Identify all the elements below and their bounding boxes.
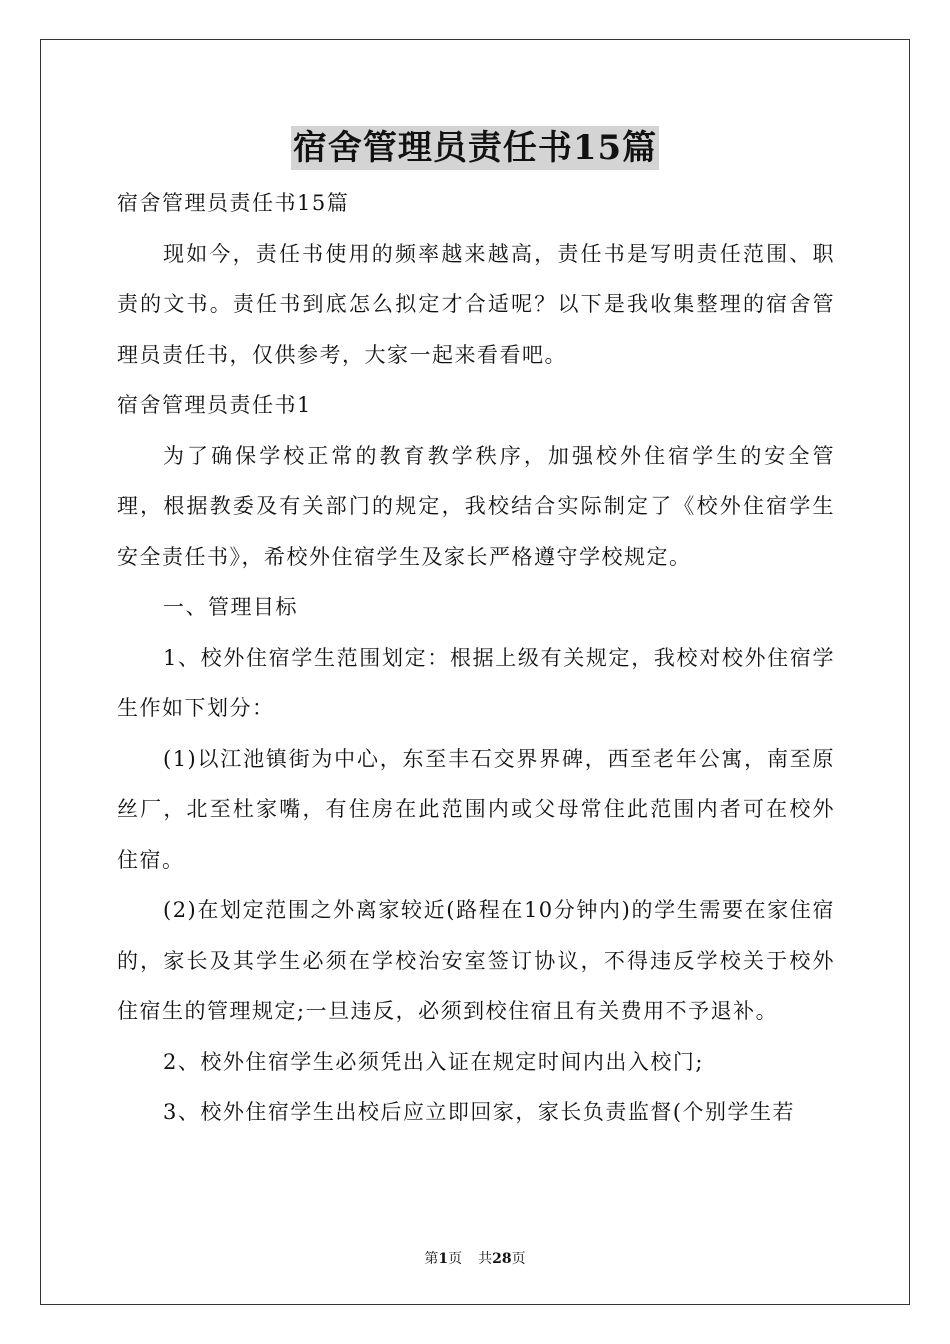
page-footer [0, 1248, 950, 1268]
paragraph: 现如今，责任书使用的频率越来越高，责任书是写明责任范围、职责的文书。责任书到底怎么拟定才合适呢？以下是我收集整理的宿舍管理员责任书，仅供参考，大家一起来看看吧。 [117, 241, 835, 367]
paragraph: 为了确保学校正常的教育教学秩序，加强校外住宿学生的安全管理，根据教委及有关部门的规定，我校结合实际制定了《校外住宿学生安全责任书》，希校外住宿学生及家长严格遵守学校规定。 [117, 443, 835, 569]
paragraph: (1)以江池镇街为中心，东至丰石交界界碑，西至老年公寓，南至原丝厂，北至杜家嘴，有住房在此范围内或父母常住此范围内者可在校外住宿。 [117, 746, 835, 872]
paragraph: 宿舍管理员责任书15篇 [117, 191, 350, 215]
paragraph: 1、校外住宿学生范围划定：根据上级有关规定，我校对校外住宿学生作如下划分： [117, 645, 835, 720]
paragraph: (2)在划定范围之外离家较近(路程在10分钟内)的学生需要在家住宿的，家长及其学生必须在学校治安室签订协议，不得违反学校关于校外住宿生的管理规定;一旦违反，必须到校住宿且有关费用不予退补。 [117, 898, 835, 1023]
document-body [117, 178, 835, 1138]
title-container [0, 126, 950, 170]
paragraph: 宿舍管理员责任书1 [117, 393, 312, 417]
document-title: 宿舍管理员责任书15篇 [292, 128, 658, 168]
paragraph: 2、校外住宿学生必须凭出入证在规定时间内出入校门; [163, 1049, 704, 1074]
paragraph: 一、管理目标 [163, 595, 298, 619]
page-total: 共28页 [478, 1251, 526, 1267]
page-number: 第1页 [424, 1251, 463, 1267]
paragraph: 3、校外住宿学生出校后应立即回家，家长负责监督(个别学生若 [163, 1100, 796, 1124]
